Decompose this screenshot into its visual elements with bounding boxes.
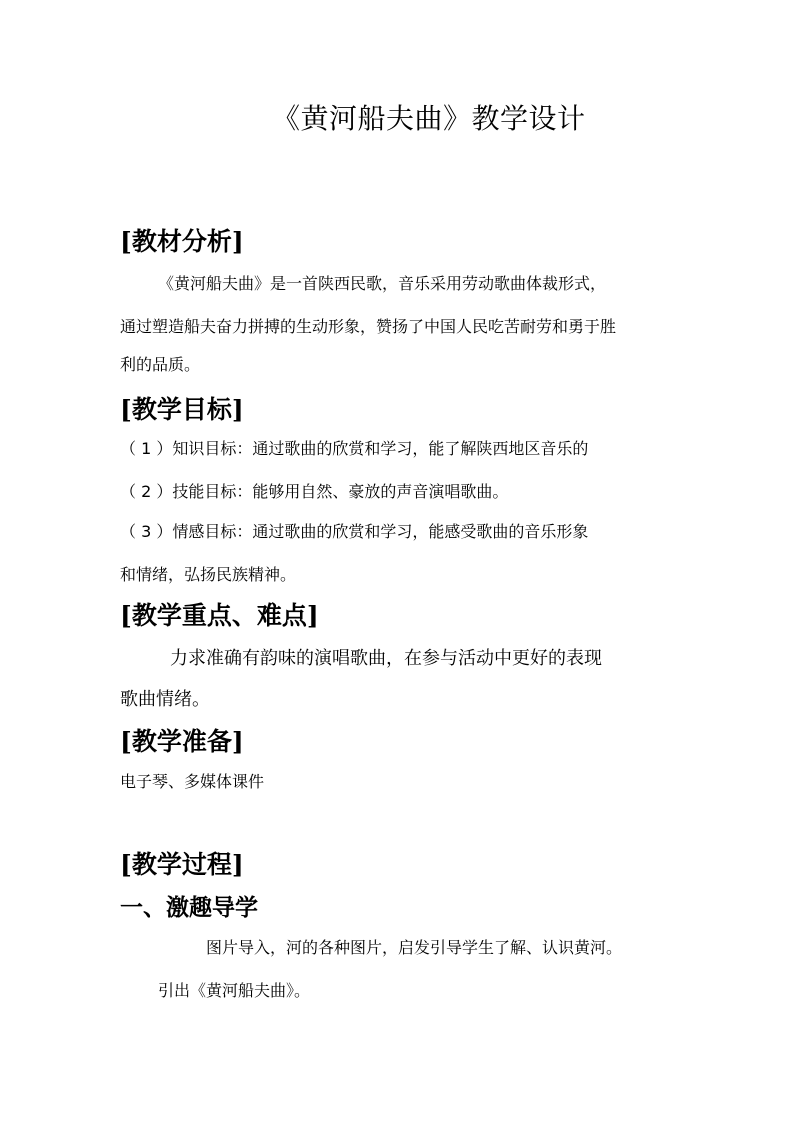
goal-line-2: （ 2 ）技能目标：能够用自然、豪放的声音演唱歌曲。 [120, 482, 509, 501]
process-sub-heading: 一、激趣导学 [120, 894, 258, 921]
analysis-line-2: 通过塑造船夫奋力拼搏的生动形象，赞扬了中国人民吃苦耐劳和勇于胜 [120, 317, 617, 336]
process-line-1: 图片导入，河的各种图片，启发引导学生了解、认识黄河。 [206, 938, 623, 957]
key-points-line-1: 力求准确有韵味的演唱歌曲，在参与活动中更好的表现 [170, 648, 602, 669]
document-title: 《黄河船夫曲》教学设计 [272, 102, 586, 135]
section-heading-analysis: [教材分析] [120, 227, 244, 256]
section-heading-process: [教学过程] [120, 850, 244, 879]
section-heading-key-points: [教学重点、难点] [120, 601, 319, 630]
goal-line-4: 和情绪，弘扬民族精神。 [120, 565, 297, 584]
section-heading-goals: [教学目标] [120, 395, 244, 424]
analysis-line-1: 《黄河船夫曲》是一首陕西民歌，音乐采用劳动歌曲体裁形式， [158, 274, 607, 293]
section-heading-preparation: [教学准备] [120, 727, 244, 756]
preparation-line-1: 电子琴、多媒体课件 [120, 772, 265, 791]
goal-line-3: （ 3 ）情感目标：通过歌曲的欣赏和学习，能感受歌曲的音乐形象 [120, 522, 589, 541]
analysis-line-3: 利的品质。 [120, 355, 201, 374]
process-line-2: 引出《黄河船夫曲》。 [158, 981, 311, 1000]
key-points-line-2: 歌曲情绪。 [120, 689, 210, 710]
goal-line-1: （ 1 ）知识目标：通过歌曲的欣赏和学习，能了解陕西地区音乐的 [120, 439, 589, 458]
